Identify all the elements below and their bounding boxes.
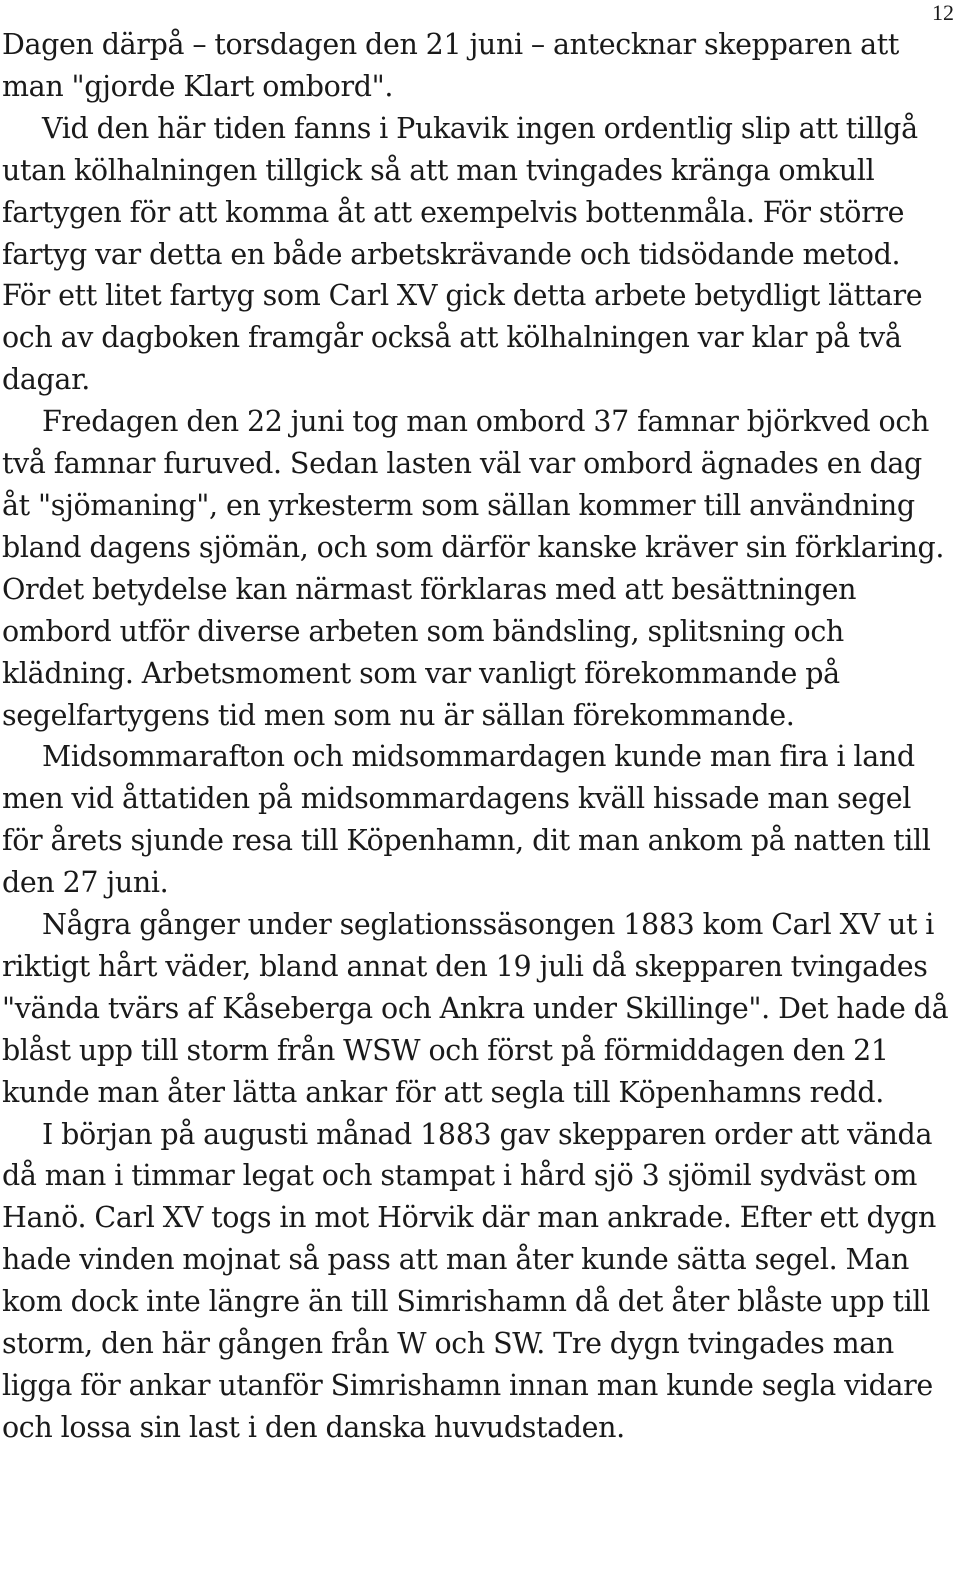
paragraph-6: I början på augusti månad 1883 gav skepparen order att vända då man i timmar legat och stampat i hård sjö 3 sjömil sydväst om Hanö. Carl XV togs in mot Hörvik där man ankrade. Efter ett dygn hade vinden mojnat så pass att man åter kunde sätta segel. Man kom dock inte längre än till Simrishamn då det åter blåste upp till storm, den här gången från W och SW. Tre dygn tvingades man ligga för ankar utanför Simrishamn innan man kunde segla vidare och lossa sin last i den danska huvudstaden. — [2, 1117, 936, 1444]
paragraph-2: Vid den här tiden fanns i Pukavik ingen ordentlig slip att tillgå utan kölhalningen tillgick så att man tvingades kränga omkull fartygen för att komma åt att exempelvis bottenmåla. För större fartyg var detta en både arbetskrävande och tidsödande metod. För ett litet fartyg som Carl XV gick detta arbete betydligt lättare och av dagboken framgår också att kölhalningen var klar på två dagar. — [2, 111, 923, 397]
paragraph-4: Midsommarafton och midsommardagen kunde man fira i land men vid åttatiden på midsommardagens kväll hissade man segel för årets sjunde resa till Köpenhamn, dit man ankom på natten till den 27 juni. — [2, 740, 931, 900]
paragraph-5: Några gånger under seglationssäsongen 1883 kom Carl XV ut i riktigt hårt väder, bland annat den 19 juli då skepparen tvingades "vända tvärs af Kåseberga och Ankra under Skillinge". Det hade då blåst upp till storm från WSW och först på förmiddagen den 21 kunde man åter lätta ankar för att segla till Köpenhamns redd. — [2, 908, 949, 1109]
paragraph-3: Fredagen den 22 juni tog man ombord 37 famnar björkved och två famnar furuved. Sedan lasten väl var ombord ägnades en dag åt "sjömaning", en yrkesterm som sällan kommer till användning bland dagens sjömän, och som därför kanske kräver sin förklaring. Ordet betydelse kan närmast förklaras med att besättningen ombord utför diverse arbeten som bändsling, splitsning och klädning. Arbetsmoment som var vanligt förekommande på segelfartygens tid men som nu är sällan förekommande. — [2, 405, 945, 732]
document-body — [2, 24, 954, 1449]
page-number: 12 — [932, 0, 954, 25]
paragraph-1: Dagen därpå – torsdagen den 21 juni – antecknar skepparen att man "gjorde Klart ombord". — [2, 28, 899, 103]
